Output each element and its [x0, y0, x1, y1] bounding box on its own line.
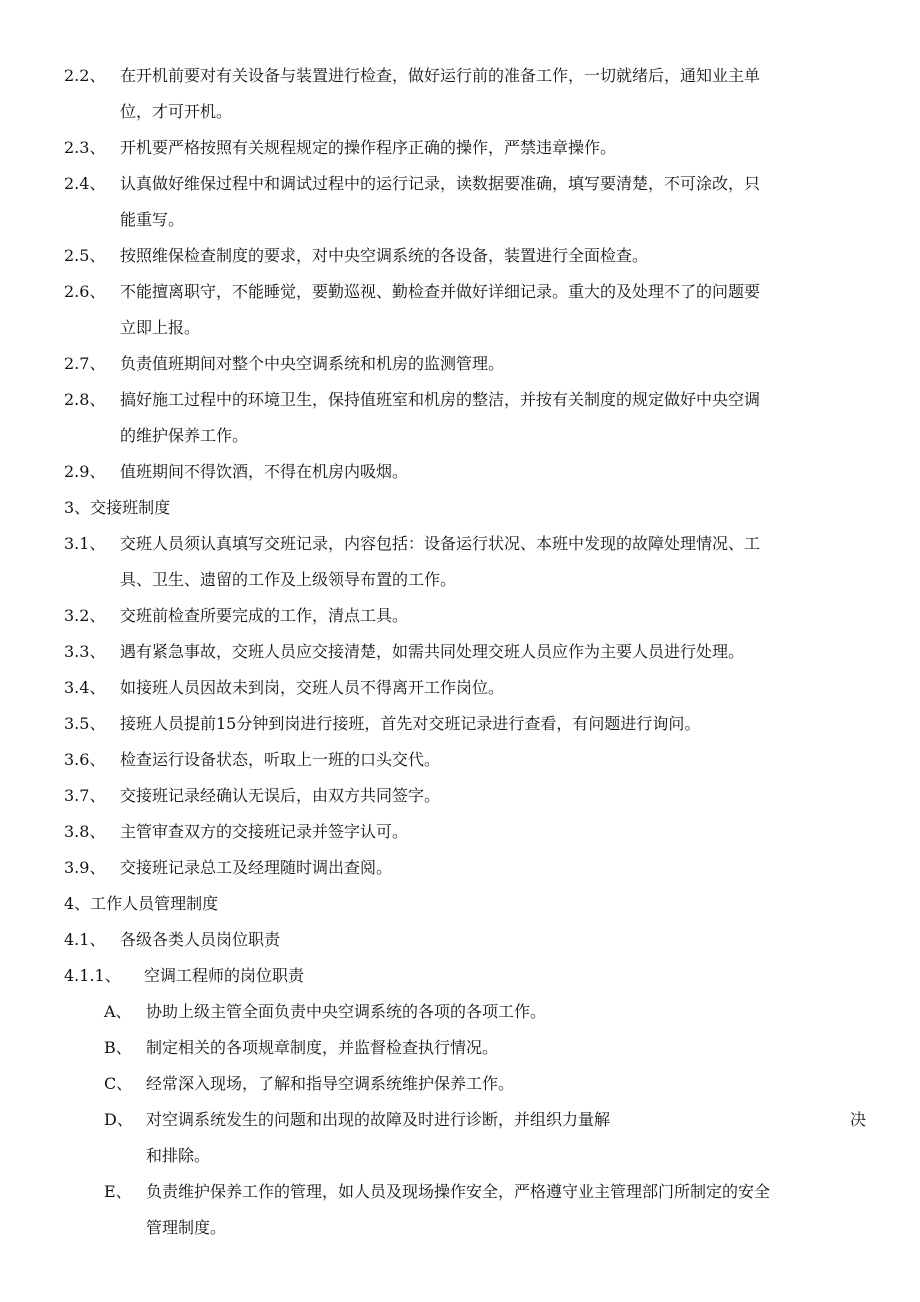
clause-text: 在开机前要对有关设备与装置进行检查，做好运行前的准备工作，一切就绪后，通知业主单: [120, 66, 761, 85]
clause-number: 3.2、: [64, 606, 106, 625]
clause-number: 3.7、: [64, 786, 106, 805]
duty-letter: A、: [104, 1002, 132, 1021]
clause-text-continued: 立即上报。: [120, 318, 201, 337]
duty-letter: B、: [104, 1038, 132, 1057]
duty-text-continued: 管理制度。: [146, 1218, 227, 1237]
clause-number: 2.5、: [64, 246, 106, 265]
duty-letter: E、: [104, 1182, 132, 1201]
clause-text: 交接班记录总工及经理随时调出查阅。: [120, 858, 393, 877]
clause-text: 主管审查双方的交接班记录并签字认可。: [120, 822, 409, 841]
duty-text-end-char: 决: [849, 1110, 866, 1129]
clause-text: 交接班记录经确认无误后，由双方共同签字。: [120, 786, 441, 805]
clause-number: 2.6、: [64, 282, 106, 301]
clause-text: 交班前检查所要完成的工作，清点工具。: [120, 606, 409, 625]
clause-text: 开机要严格按照有关规程规定的操作程序正确的操作，严禁违章操作。: [120, 138, 617, 157]
clause-number: 4.1.1、: [64, 966, 121, 985]
clause-number: 3.4、: [64, 678, 106, 697]
section-title: 3、交接班制度: [64, 498, 171, 517]
clause-number: 2.7、: [64, 354, 106, 373]
clause-text: 各级各类人员岗位职责: [120, 930, 281, 949]
clause-text: 值班期间不得饮酒，不得在机房内吸烟。: [120, 462, 409, 481]
clause-number: 2.2、: [64, 66, 106, 85]
duty-letter: C、: [104, 1074, 133, 1093]
clause-number: 3.9、: [64, 858, 106, 877]
duty-text: 对空调系统发生的问题和出现的故障及时进行诊断，并组织力量解: [146, 1110, 611, 1129]
clause-text: 按照维保检查制度的要求，对中央空调系统的各设备，装置进行全面检查。: [120, 246, 649, 265]
duty-text: 协助上级主管全面负责中央空调系统的各项的各项工作。: [146, 1002, 547, 1021]
clause-number: 2.4、: [64, 174, 106, 193]
clause-text: 空调工程师的岗位职责: [144, 966, 305, 985]
clause-number: 3.1、: [64, 534, 106, 553]
section-heading-4: [64, 886, 218, 922]
clause-text: 交班人员须认真填写交班记录，内容包括：设备运行状况、本班中发现的故障处理情况、工: [120, 534, 761, 553]
clause-number: 2.9、: [64, 462, 106, 481]
clause-text-continued: 具、卫生、遗留的工作及上级领导布置的工作。: [120, 570, 457, 589]
section-heading-3: [64, 490, 170, 526]
duty-text-continued: 和排除。: [146, 1146, 211, 1165]
clause-text: 如接班人员因故未到岗，交班人员不得离开工作岗位。: [120, 678, 505, 697]
duty-text: 制定相关的各项规章制度，并监督检查执行情况。: [146, 1038, 499, 1057]
clause-number: 3.3、: [64, 642, 106, 661]
clause-number: 4.1、: [64, 930, 106, 949]
clause-number: 3.5、: [64, 714, 106, 733]
duty-letter: D、: [104, 1110, 133, 1129]
clause-number: 3.6、: [64, 750, 106, 769]
duty-text: 经常深入现场，了解和指导空调系统维护保养工作。: [146, 1074, 515, 1093]
clause-text-continued: 的维护保养工作。: [120, 426, 249, 445]
duty-text: 负责维护保养工作的管理，如人员及现场操作安全，严格遵守业主管理部门所制定的安全: [146, 1182, 771, 1201]
clause-text-continued: 能重写。: [120, 210, 185, 229]
clause-text: 搞好施工过程中的环境卫生，保持值班室和机房的整洁，并按有关制度的规定做好中央空调: [120, 390, 761, 409]
section-title: 4、工作人员管理制度: [64, 894, 219, 913]
clause-text: 认真做好维保过程中和调试过程中的运行记录，读数据要准确，填写要清楚，不可涂改，只: [120, 174, 761, 193]
clause-number: 2.3、: [64, 138, 106, 157]
clause-text: 不能擅离职守，不能睡觉，要勤巡视、勤检查并做好详细记录。重大的及处理不了的问题要: [120, 282, 761, 301]
clause-text-continued: 位，才可开机。: [120, 102, 233, 121]
clause-text: 接班人员提前15分钟到岗进行接班，首先对交班记录进行查看，有问题进行询问。: [120, 714, 701, 733]
clause-text: 检查运行设备状态，听取上一班的口头交代。: [120, 750, 441, 769]
clause-text: 遇有紧急事故，交班人员应交接清楚，如需共同处理交班人员应作为主要人员进行处理。: [120, 642, 745, 661]
clause-number: 2.8、: [64, 390, 106, 409]
clause-number: 3.8、: [64, 822, 106, 841]
clause-text: 负责值班期间对整个中央空调系统和机房的监测管理。: [120, 354, 505, 373]
